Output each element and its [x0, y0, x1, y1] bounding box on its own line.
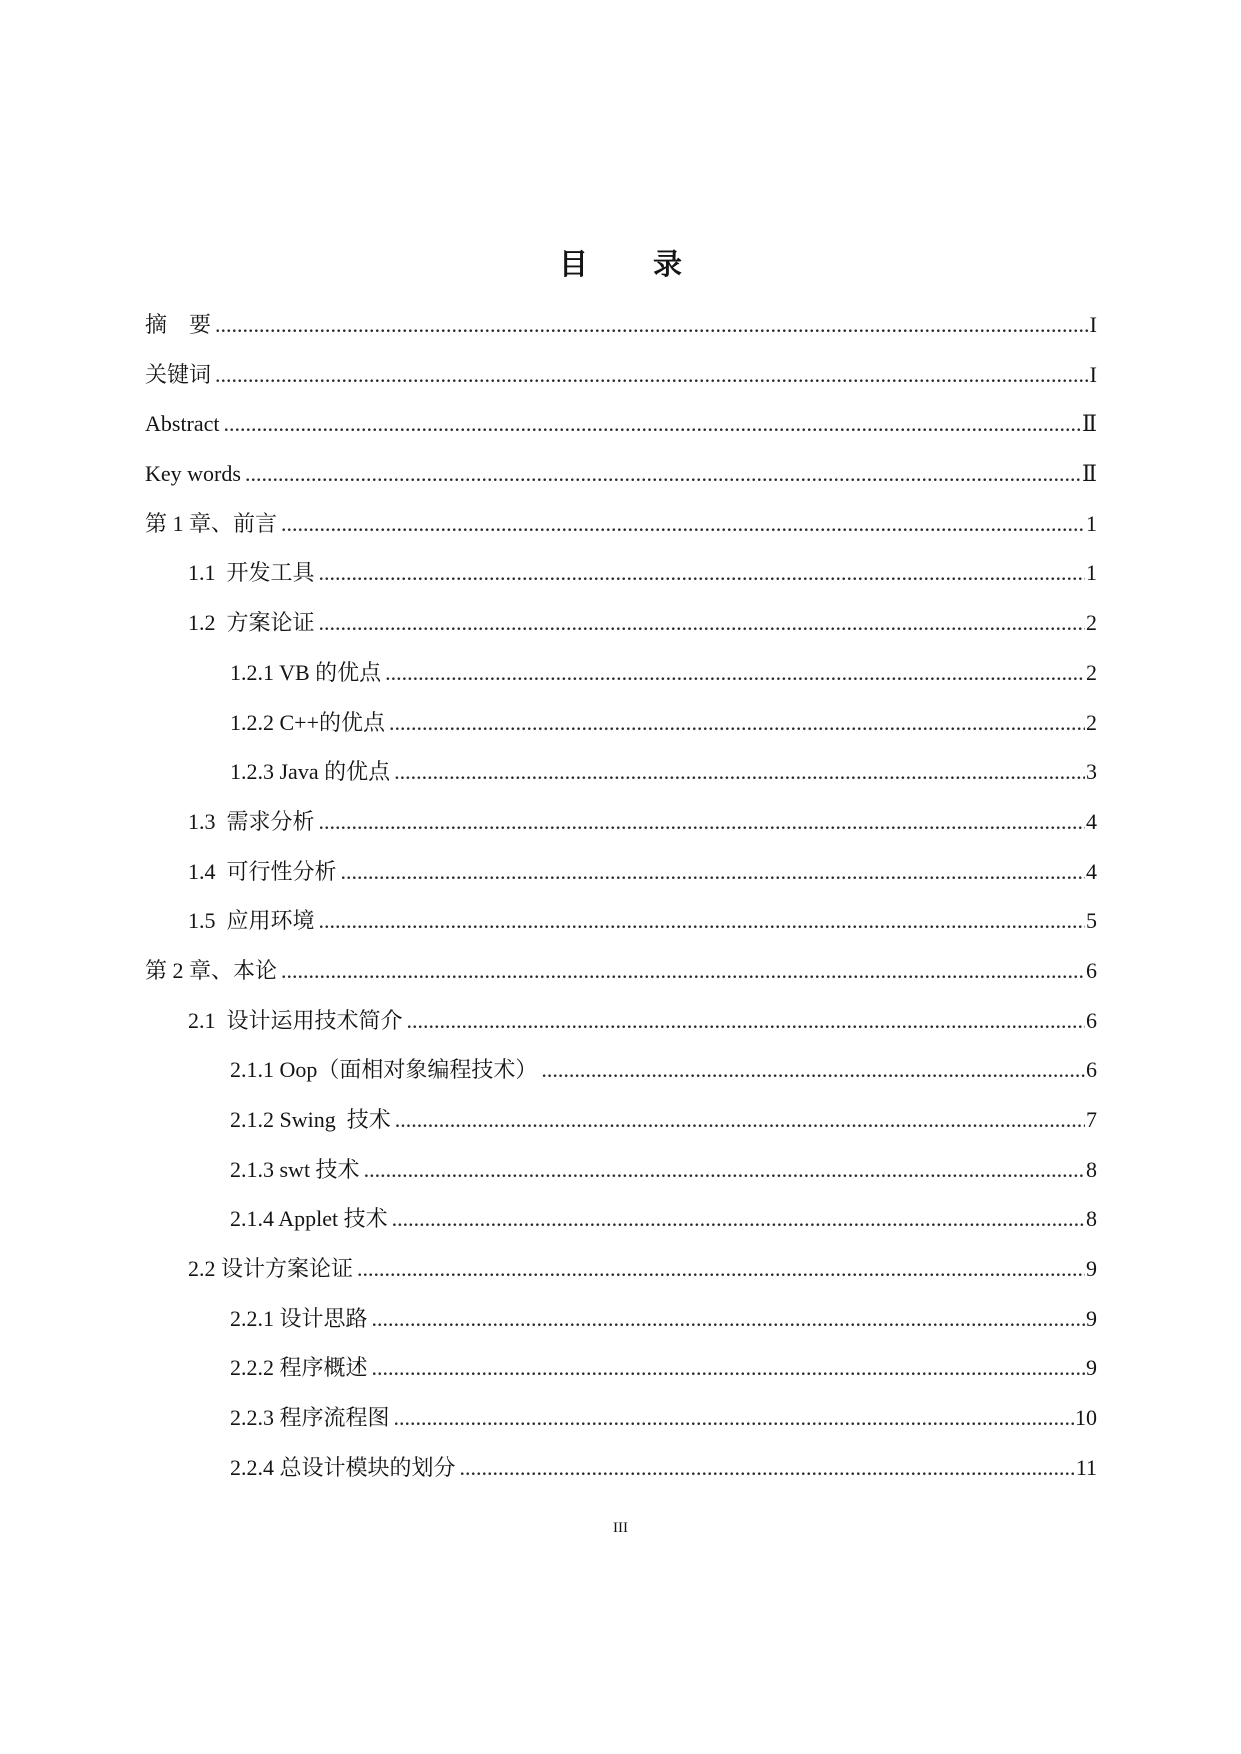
- toc-entry: [145, 896, 1097, 946]
- toc-dot-leader: [364, 1145, 1085, 1195]
- toc-entry-title: 2.2 设计方案论证: [188, 1256, 354, 1282]
- toc-entry-page: 9: [1086, 1355, 1097, 1381]
- toc-dot-leader: [341, 847, 1085, 897]
- toc-entry-title: 1.1 开发工具: [188, 560, 315, 586]
- toc-dot-leader: [319, 797, 1085, 847]
- toc-entry-title: 2.1.2 Swing 技术: [230, 1107, 391, 1132]
- toc-entry-page: 5: [1086, 908, 1097, 934]
- toc-entry: [145, 996, 1097, 1046]
- toc-dot-leader: [215, 350, 1089, 400]
- toc-dot-leader: [319, 548, 1085, 598]
- toc-entry: [145, 1443, 1097, 1493]
- toc-dot-leader: [395, 1095, 1085, 1145]
- toc-entry: [145, 1095, 1097, 1145]
- toc-entry: [145, 1393, 1097, 1443]
- toc-entry-title: 摘 要: [145, 312, 212, 337]
- toc-entry-page: 7: [1086, 1107, 1097, 1132]
- toc-entry-page: 6: [1086, 957, 1097, 983]
- toc-entry-page: 9: [1086, 1305, 1097, 1331]
- toc-dot-leader: [394, 1393, 1074, 1443]
- toc-dot-leader: [281, 946, 1085, 996]
- toc-entry-title: 1.4 可行性分析: [188, 858, 337, 884]
- toc-entry: [145, 1343, 1097, 1393]
- toc-entry-title: 第 2 章、本论: [145, 957, 278, 983]
- toc-entry-page: 9: [1086, 1256, 1097, 1282]
- toc-entry-page: 10: [1075, 1405, 1097, 1431]
- toc-entry-page: I: [1089, 361, 1097, 387]
- toc-entry: [145, 747, 1097, 797]
- toc-dot-leader: [385, 648, 1085, 698]
- toc-entry-title: 1.2.3 Java 的优点: [230, 759, 391, 785]
- toc-entry-page: 6: [1086, 1057, 1097, 1083]
- toc-dot-leader: [372, 1343, 1085, 1393]
- toc-list: [145, 300, 1097, 1493]
- toc-entry-title: 1.2.1 VB 的优点: [230, 659, 382, 685]
- toc-entry: [145, 1045, 1097, 1095]
- toc-dot-leader: [357, 1244, 1085, 1294]
- toc-entry: [145, 648, 1097, 698]
- toc-entry-page: Ⅱ: [1082, 461, 1097, 487]
- toc-dot-leader: [215, 300, 1089, 350]
- toc-entry: [145, 598, 1097, 648]
- toc-entry: [145, 847, 1097, 897]
- page-title: 目 录: [558, 247, 700, 281]
- toc-entry: [145, 399, 1097, 449]
- toc-dot-leader: [407, 996, 1085, 1046]
- toc-entry-title: 1.2 方案论证: [188, 610, 315, 636]
- toc-entry-page: 6: [1086, 1007, 1097, 1033]
- toc-dot-leader: [224, 399, 1082, 449]
- toc-dot-leader: [281, 499, 1085, 549]
- toc-dot-leader: [389, 698, 1085, 748]
- toc-entry-page: I: [1089, 312, 1097, 337]
- toc-entry-title: 2.1.1 Oop（面相对象编程技术）: [230, 1057, 538, 1083]
- toc-dot-leader: [460, 1443, 1075, 1493]
- toc-entry-title: 2.1.3 swt 技术: [230, 1156, 360, 1182]
- toc-entry-title: Key words: [145, 461, 241, 487]
- toc-entry: [145, 1145, 1097, 1195]
- toc-entry: [145, 1244, 1097, 1294]
- toc-dot-leader: [245, 449, 1081, 499]
- toc-entry-title: 2.2.4 总设计模块的划分: [230, 1454, 456, 1480]
- toc-dot-leader: [541, 1045, 1085, 1095]
- toc-entry: [145, 1294, 1097, 1344]
- toc-entry-page: 11: [1075, 1454, 1097, 1480]
- toc-entry-title: 第 1 章、前言: [145, 510, 278, 536]
- toc-dot-leader: [319, 598, 1085, 648]
- toc-entry-title: 2.2.3 程序流程图: [230, 1405, 390, 1431]
- toc-dot-leader: [319, 896, 1085, 946]
- toc-entry: [145, 946, 1097, 996]
- toc-entry-title: 2.2.2 程序概述: [230, 1355, 368, 1381]
- toc-entry-page: 2: [1086, 610, 1097, 636]
- toc-entry-page: 1: [1086, 560, 1097, 586]
- toc-entry: [145, 548, 1097, 598]
- toc-entry-title: 1.3 需求分析: [188, 808, 315, 834]
- toc-entry: [145, 350, 1097, 400]
- toc-entry-page: 2: [1086, 709, 1097, 735]
- toc-entry-title: 2.1 设计运用技术简介: [188, 1007, 403, 1033]
- toc-dot-leader: [372, 1294, 1085, 1344]
- toc-dot-leader: [394, 747, 1085, 797]
- toc-entry: [145, 300, 1097, 350]
- toc-entry: [145, 1194, 1097, 1244]
- toc-entry-title: Abstract: [145, 411, 220, 437]
- page-number: III: [613, 1520, 628, 1536]
- toc-entry-page: 3: [1086, 759, 1097, 785]
- toc-entry-page: 4: [1086, 808, 1097, 834]
- toc-dot-leader: [392, 1194, 1085, 1244]
- toc-entry-page: 8: [1086, 1156, 1097, 1182]
- toc-entry: [145, 797, 1097, 847]
- toc-entry: [145, 698, 1097, 748]
- toc-entry-page: 2: [1086, 659, 1097, 685]
- toc-entry-title: 1.5 应用环境: [188, 908, 315, 934]
- toc-entry: [145, 499, 1097, 549]
- toc-entry-title: 关键词: [145, 361, 212, 387]
- toc-entry-title: 2.2.1 设计思路: [230, 1305, 368, 1331]
- toc-entry-page: Ⅱ: [1082, 411, 1097, 437]
- toc-entry-page: 4: [1086, 858, 1097, 884]
- toc-entry-title: 2.1.4 Applet 技术: [230, 1206, 388, 1232]
- toc-entry-page: 8: [1086, 1206, 1097, 1232]
- toc-entry-page: 1: [1086, 510, 1097, 536]
- toc-entry: [145, 449, 1097, 499]
- toc-entry-title: 1.2.2 C++的优点: [230, 709, 385, 735]
